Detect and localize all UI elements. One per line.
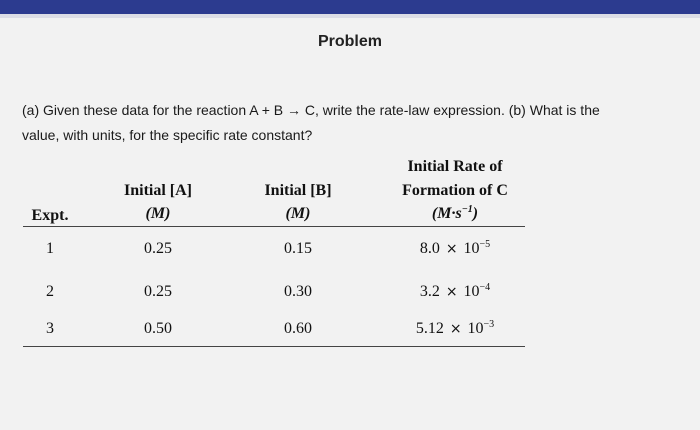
question-line-2: value, with units, for the specific rate constant? [22,127,313,143]
times-sign: × [445,284,458,300]
row-1-rate-exp: −5 [479,239,491,250]
row-3-expt: 3 [46,320,54,337]
page-title: Problem [317,33,382,50]
header-rate-line1: Initial Rate of [407,158,503,175]
row-2-rate-exp: −4 [479,282,491,293]
row-1-rate-mantissa: 8.0 [419,240,440,257]
row-3-rate-mantissa: 5.12 [415,320,444,337]
rate-unit-close: ) [472,205,479,222]
row-1-rate-base: 10 [463,240,480,257]
header-rule [23,226,525,227]
header-b-title: Initial [B] [264,182,332,199]
rate-unit-exp: −1 [461,204,473,215]
question-line-1: (a) Given these data for the reaction A + B → C, write the rate-law expression. (b) What is the [22,102,600,118]
row-1-expt: 1 [46,240,54,257]
row-3-b: 0.60 [284,320,312,337]
rate-unit-base: (M·s [431,205,462,222]
row-2-a: 0.25 [144,283,172,300]
row-2-rate-base: 10 [463,283,480,300]
header-expt: Expt. [31,207,69,224]
row-1-a: 0.25 [144,240,172,257]
header-a-title: Initial [A] [124,182,192,199]
row-2-expt: 2 [46,283,54,300]
row-1-rate [385,240,525,258]
header-rate-line2: Formation of C [402,182,508,199]
times-sign: × [449,321,462,337]
row-2-rate-mantissa: 3.2 [419,283,440,300]
header-rate-unit [395,205,515,223]
row-3-a: 0.50 [144,320,172,337]
row-3-rate [385,320,525,338]
row-3-rate-exp: −3 [483,319,495,330]
row-3-rate-base: 10 [467,320,484,337]
times-sign: × [445,241,458,257]
row-1-b: 0.15 [284,240,312,257]
row-2-b: 0.30 [284,283,312,300]
row-2-rate [385,283,525,301]
bottom-rule [23,346,525,347]
header-b-unit: (M) [285,205,311,222]
header-a-unit: (M) [145,205,171,222]
